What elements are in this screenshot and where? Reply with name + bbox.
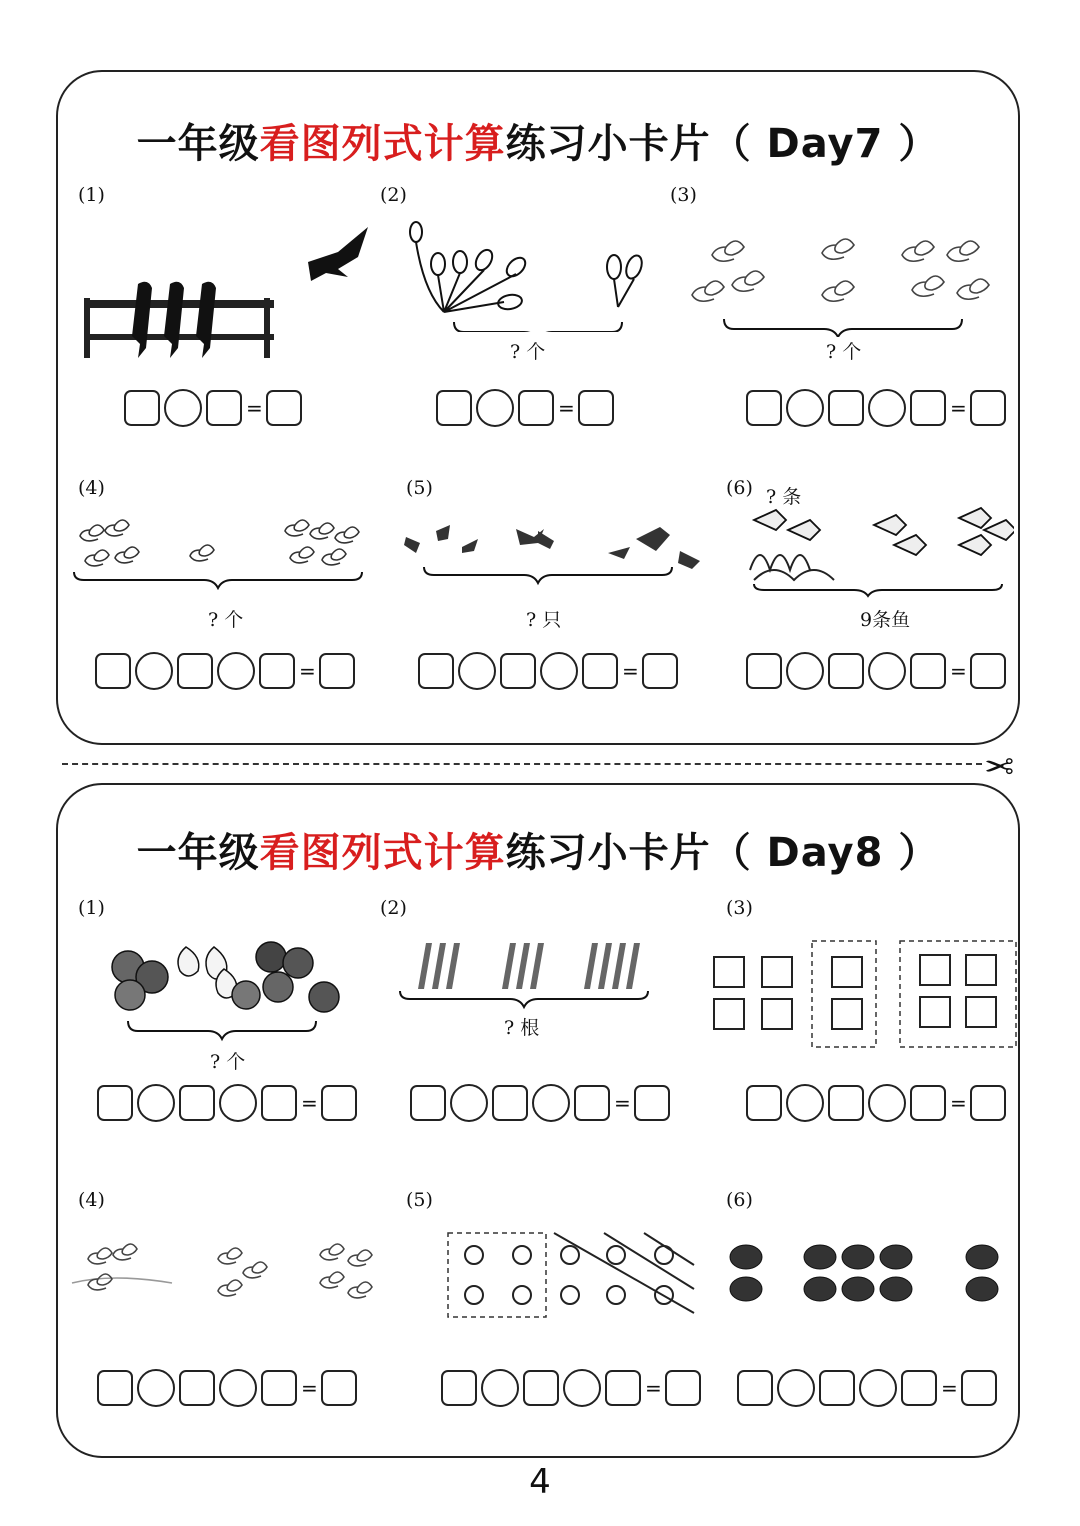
- question-number: (5): [406, 1189, 433, 1211]
- equals-sign: =: [299, 659, 316, 683]
- fruits-picture: [106, 917, 356, 1047]
- answer-box[interactable]: [436, 390, 472, 426]
- equals-sign: =: [246, 396, 263, 420]
- answer-box[interactable]: [737, 1370, 773, 1406]
- answer-box[interactable]: [828, 1085, 864, 1121]
- answer-box[interactable]: [97, 1370, 133, 1406]
- answer-box[interactable]: [261, 1370, 297, 1406]
- equals-sign: =: [614, 1091, 631, 1115]
- answer-box[interactable]: [746, 653, 782, 689]
- question-number: (4): [78, 1189, 105, 1211]
- birds-picture: [398, 517, 718, 587]
- operator-circle[interactable]: [868, 389, 906, 427]
- equals-sign: =: [950, 1091, 967, 1115]
- equation-row: [436, 389, 618, 427]
- answer-box[interactable]: [124, 390, 160, 426]
- geese-picture: [686, 227, 1006, 337]
- scissors-icon: ✂: [984, 744, 1015, 785]
- answer-box[interactable]: [518, 390, 554, 426]
- title-part: 一年级: [136, 121, 260, 167]
- card-day7: [56, 70, 1020, 745]
- answer-box[interactable]: [746, 390, 782, 426]
- equals-sign: =: [950, 396, 967, 420]
- brace-label: ? 根: [504, 1017, 540, 1039]
- answer-box[interactable]: [605, 1370, 641, 1406]
- answer-box[interactable]: [910, 1085, 946, 1121]
- page-number: 4: [529, 1462, 551, 1502]
- operator-circle[interactable]: [481, 1369, 519, 1407]
- operator-circle[interactable]: [450, 1084, 488, 1122]
- operator-circle[interactable]: [217, 652, 255, 690]
- answer-box[interactable]: [910, 390, 946, 426]
- answer-box[interactable]: [441, 1370, 477, 1406]
- operator-circle[interactable]: [458, 652, 496, 690]
- equals-sign: =: [645, 1376, 662, 1400]
- result-box[interactable]: [970, 390, 1006, 426]
- equation-row: [746, 652, 1010, 690]
- equation-row: [97, 1084, 361, 1122]
- ducklings-picture: [68, 1233, 388, 1323]
- operator-circle[interactable]: [868, 1084, 906, 1122]
- brace-label: ? 只: [526, 609, 562, 631]
- brace-label: ? 个: [208, 609, 244, 631]
- result-box[interactable]: [578, 390, 614, 426]
- operator-circle[interactable]: [532, 1084, 570, 1122]
- answer-box[interactable]: [574, 1085, 610, 1121]
- equals-sign: =: [950, 659, 967, 683]
- operator-circle[interactable]: [868, 652, 906, 690]
- equation-row: [746, 389, 1010, 427]
- title-part: 一年级: [136, 830, 260, 876]
- cut-line: [62, 763, 982, 765]
- question-number: (3): [726, 897, 753, 919]
- operator-circle[interactable]: [219, 1084, 257, 1122]
- equation-row: [124, 389, 306, 427]
- operator-circle[interactable]: [164, 389, 202, 427]
- result-box[interactable]: [961, 1370, 997, 1406]
- answer-box[interactable]: [523, 1370, 559, 1406]
- operator-circle[interactable]: [786, 652, 824, 690]
- fish-question-label: ? 条: [766, 486, 802, 508]
- brace-label: 9条鱼: [860, 609, 911, 631]
- equation-row: [746, 1084, 1010, 1122]
- equals-sign: =: [941, 1376, 958, 1400]
- answer-box[interactable]: [179, 1085, 215, 1121]
- balloons-picture: [404, 212, 654, 332]
- operator-circle[interactable]: [137, 1369, 175, 1407]
- answer-box[interactable]: [259, 653, 295, 689]
- operator-circle[interactable]: [137, 1084, 175, 1122]
- result-box[interactable]: [321, 1370, 357, 1406]
- answer-box[interactable]: [261, 1085, 297, 1121]
- question-number: (2): [380, 184, 407, 206]
- question-number: (6): [726, 477, 753, 499]
- question-number: (2): [380, 897, 407, 919]
- answer-box[interactable]: [828, 390, 864, 426]
- answer-box[interactable]: [97, 1085, 133, 1121]
- result-box[interactable]: [321, 1085, 357, 1121]
- swallows-picture: [78, 222, 378, 372]
- answer-box[interactable]: [500, 653, 536, 689]
- equals-sign: =: [622, 659, 639, 683]
- question-number: (5): [406, 477, 433, 499]
- answer-box[interactable]: [206, 390, 242, 426]
- result-box[interactable]: [266, 390, 302, 426]
- equals-sign: =: [301, 1091, 318, 1115]
- result-box[interactable]: [970, 653, 1006, 689]
- title-highlight: 看图列式计算: [259, 121, 506, 167]
- equation-row: [410, 1084, 674, 1122]
- question-number: (3): [670, 184, 697, 206]
- title-highlight: 看图列式计算: [259, 830, 506, 876]
- question-number: (1): [78, 897, 105, 919]
- card-title: [58, 112, 1018, 169]
- operator-circle[interactable]: [540, 652, 578, 690]
- question-number: (1): [78, 184, 105, 206]
- result-box[interactable]: [634, 1085, 670, 1121]
- equation-row: [97, 1369, 361, 1407]
- operator-circle[interactable]: [563, 1369, 601, 1407]
- equation-row: [441, 1369, 705, 1407]
- card-day8: [56, 783, 1020, 1458]
- operator-circle[interactable]: [786, 389, 824, 427]
- answer-box[interactable]: [910, 653, 946, 689]
- ducks-picture: [70, 510, 370, 590]
- answer-box[interactable]: [95, 653, 131, 689]
- brace-label: ? 个: [210, 1051, 246, 1073]
- equation-row: [418, 652, 682, 690]
- equals-sign: =: [301, 1376, 318, 1400]
- equation-row: [95, 652, 359, 690]
- answer-box[interactable]: [177, 653, 213, 689]
- fish-picture: [744, 500, 1014, 600]
- operator-circle[interactable]: [135, 652, 173, 690]
- title-part: 练习小卡片（ Day7 ）: [505, 121, 940, 167]
- brace-label: ? 个: [826, 341, 862, 363]
- operator-circle[interactable]: [859, 1369, 897, 1407]
- card-title: [58, 821, 1018, 878]
- operator-circle[interactable]: [476, 389, 514, 427]
- answer-box[interactable]: [410, 1085, 446, 1121]
- title-part: 练习小卡片（ Day8 ）: [505, 830, 940, 876]
- answer-box[interactable]: [582, 653, 618, 689]
- squares-picture: [708, 937, 1020, 1053]
- operator-circle[interactable]: [786, 1084, 824, 1122]
- result-box[interactable]: [642, 653, 678, 689]
- answer-box[interactable]: [492, 1085, 528, 1121]
- suns-picture: [444, 1229, 704, 1321]
- result-box[interactable]: [665, 1370, 701, 1406]
- answer-box[interactable]: [179, 1370, 215, 1406]
- answer-box[interactable]: [819, 1370, 855, 1406]
- operator-circle[interactable]: [777, 1369, 815, 1407]
- answer-box[interactable]: [746, 1085, 782, 1121]
- question-number: (4): [78, 477, 105, 499]
- equation-row: [737, 1369, 1001, 1407]
- answer-box[interactable]: [418, 653, 454, 689]
- answer-box[interactable]: [901, 1370, 937, 1406]
- operator-circle[interactable]: [219, 1369, 257, 1407]
- equals-sign: =: [558, 396, 575, 420]
- frogs-picture: [724, 1237, 1014, 1317]
- sticks-picture: [398, 935, 658, 1015]
- question-number: (6): [726, 1189, 753, 1211]
- brace-label: ? 个: [510, 341, 546, 363]
- result-box[interactable]: [319, 653, 355, 689]
- result-box[interactable]: [970, 1085, 1006, 1121]
- answer-box[interactable]: [828, 653, 864, 689]
